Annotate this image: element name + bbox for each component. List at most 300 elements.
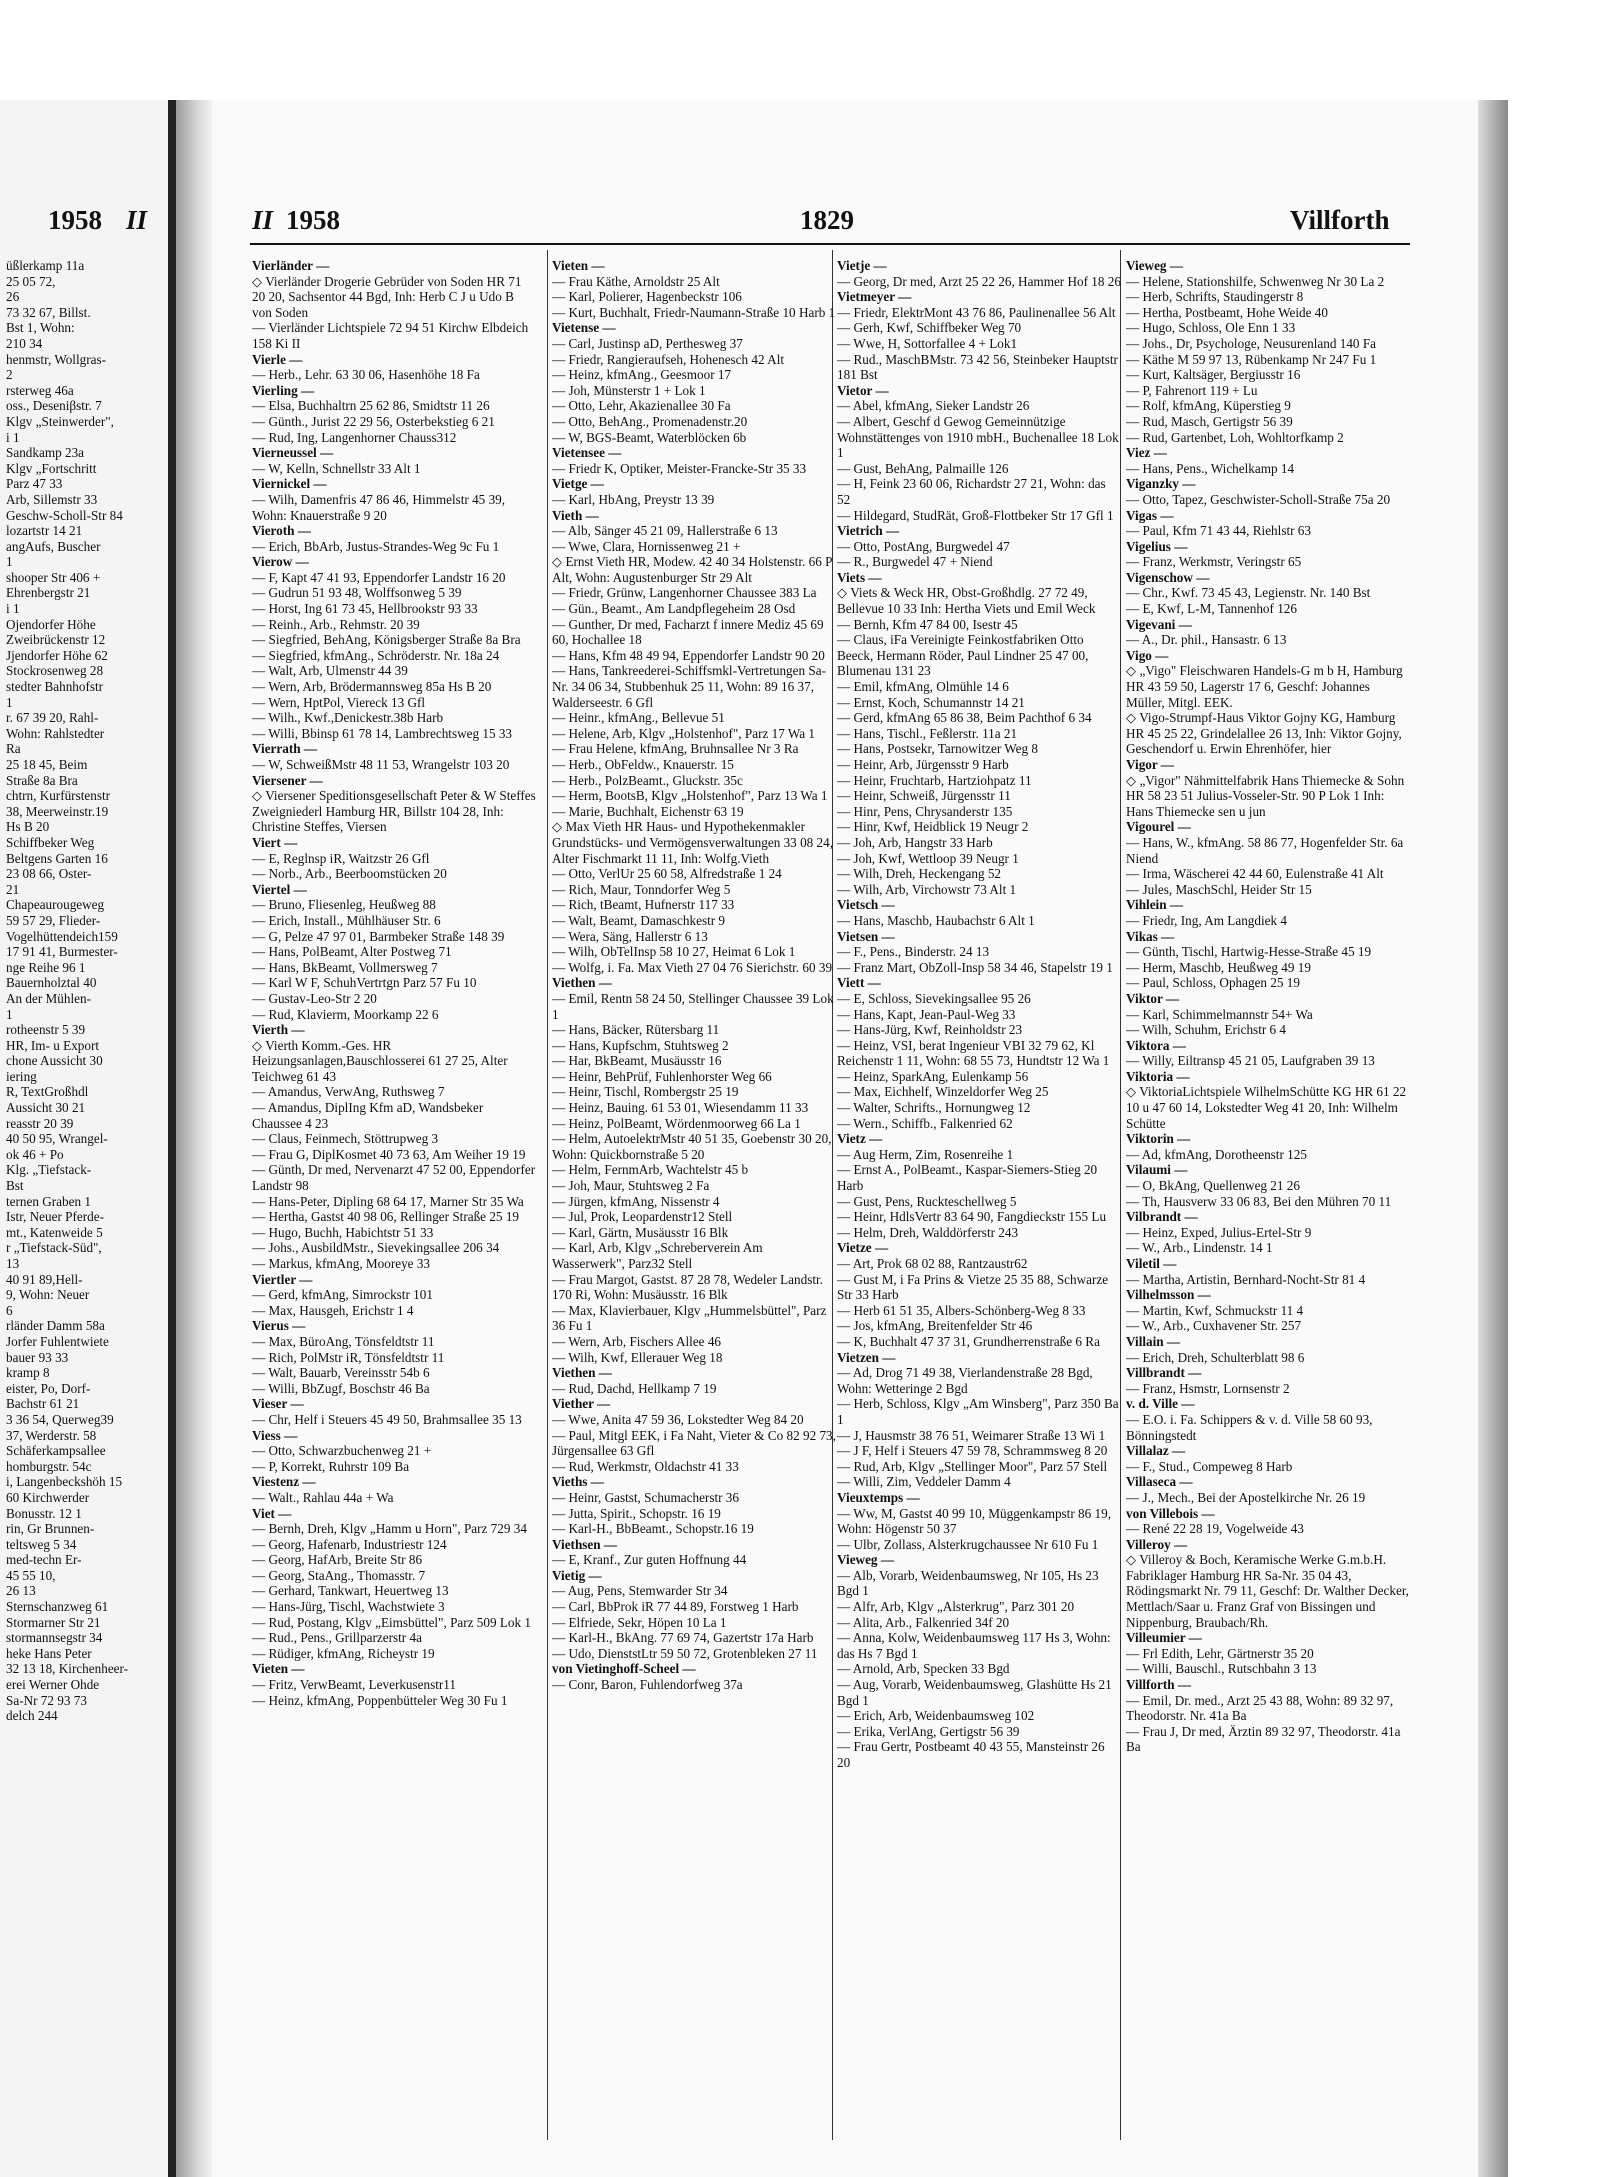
directory-entry: Vierling — xyxy=(252,382,315,398)
directory-entry: — Bernh, Dreh, Klgv „Hamm u Horn", Parz 729 34 xyxy=(252,1521,527,1537)
directory-entry: — Udo, DienststLtr 59 50 72, Grotenbleken 27 11 xyxy=(552,1645,818,1661)
directory-entry: Vieths — xyxy=(552,1474,604,1490)
directory-entry: von Villebois — xyxy=(1126,1505,1215,1521)
directory-entry: — Markus, kfmAng, Mooreye 33 xyxy=(252,1256,431,1271)
directory-entry: bauer 93 33 xyxy=(6,1349,69,1365)
directory-entry: — Ernst A., PolBeamt., Kaspar-Siemers-Stieg 20 Harb xyxy=(837,1162,1098,1194)
directory-entry: — Willi, Bbinsp 61 78 14, Lambrechtsweg 15 33 xyxy=(252,725,513,741)
directory-entry: — Siegfried, BehAng, Königsberger Straße 8a Bra xyxy=(252,632,521,648)
directory-entry: 40 91 89,Hell- xyxy=(6,1271,83,1287)
left-page-column xyxy=(6,258,166,2138)
directory-entry: Wohn: Rahlstedter xyxy=(6,725,105,741)
directory-entry: — Heinr, Tischl, Rombergstr 25 19 xyxy=(552,1084,739,1100)
directory-entry: — Aug, Pens, Stemwarder Str 34 xyxy=(552,1583,728,1599)
directory-entry: — Jos, kfmAng, Breitenfelder Str 46 xyxy=(837,1318,1033,1334)
directory-entry: — Ad, kfmAng, Dorotheenstr 125 xyxy=(1126,1146,1307,1162)
directory-entry: — Hugo, Schloss, Ole Enn 1 33 xyxy=(1126,320,1296,336)
directory-entry: heke Hans Peter xyxy=(6,1645,92,1661)
directory-entry: — Hans, Kfm 48 49 94, Eppendorfer Landstr 90 20 xyxy=(552,647,825,663)
directory-column-2 xyxy=(552,258,836,2138)
directory-entry: — Max, Hausgeh, Erichstr 1 4 xyxy=(252,1302,414,1318)
directory-entry: — Erika, VerlAng, Gertigstr 56 39 xyxy=(837,1723,1020,1739)
directory-entry: — Rud, Arb, Klgv „Stellinger Moor", Parz 57 Stell xyxy=(837,1458,1108,1474)
directory-entry: erei Werner Ohde xyxy=(6,1677,100,1693)
directory-entry: Sa-Nr 72 93 73 xyxy=(6,1692,87,1708)
directory-entry: — Carl, BbProk iR 77 44 89, Forstweg 1 Harb xyxy=(552,1599,799,1615)
header-rule xyxy=(250,243,1410,245)
directory-entry: — Claus, Feinmech, Stöttrupweg 3 xyxy=(252,1131,439,1147)
directory-entry: — Hinr, Kwf, Heidblick 19 Neugr 2 xyxy=(837,819,1029,835)
directory-entry: lozartstr 14 21 xyxy=(6,523,83,539)
directory-entry: — Jürgen, kfmAng, Nissenstr 4 xyxy=(552,1193,720,1209)
directory-entry: — Wera, Säng, Hallerstr 6 13 xyxy=(552,928,708,944)
directory-entry: An der Mühlen- xyxy=(6,990,91,1006)
directory-entry: Parz 47 33 xyxy=(6,476,63,492)
directory-entry: Ehrenbergstr 21 xyxy=(6,585,91,601)
directory-entry: henmstr, Wollgras- xyxy=(6,351,106,367)
directory-entry: — Ernst, Koch, Schumannstr 14 21 xyxy=(837,694,1025,710)
directory-entry: — G, Pelze 47 97 01, Barmbeker Straße 148 39 xyxy=(252,928,505,944)
directory-entry: — K, Buchhalt 47 37 31, Grundherrenstraße 6 Ra xyxy=(837,1333,1100,1349)
directory-entry: Viestenz — xyxy=(252,1474,316,1490)
directory-entry: — Friedr, Ing, Am Langdiek 4 xyxy=(1126,912,1287,928)
directory-entry: Vietmeyer — xyxy=(837,289,912,305)
directory-entry: — Joh, Maur, Stuhtsweg 2 Fa xyxy=(552,1178,710,1194)
directory-entry: — Emil, Rentn 58 24 50, Stellinger Chaussee 39 Lok 1 xyxy=(552,990,834,1022)
directory-entry: — Wern, HptPol, Viereck 13 Gfl xyxy=(252,694,426,710)
page-year: 1958 xyxy=(286,205,340,235)
directory-entry: — Hinr, Pens, Chrysanderstr 135 xyxy=(837,803,1013,819)
directory-entry: Vieweg — xyxy=(837,1552,895,1568)
directory-entry: — Claus, iFa Vereinigte Feinkostfabriken Otto Beeck, Hermann Röder, Paul Lindner 25 47 00, Blumenau 131 23 xyxy=(837,632,1089,679)
directory-entry: — Karl-H., BkAng. 77 69 74, Gazertstr 17a Harb xyxy=(552,1630,814,1646)
directory-entry: Viess — xyxy=(252,1427,298,1443)
directory-entry: — R., Burgwedel 47 + Niend xyxy=(837,554,993,570)
directory-entry: von Vietinghoff-Scheel — xyxy=(552,1661,696,1677)
directory-entry: — F., Stud., Compeweg 8 Harb xyxy=(1126,1458,1293,1474)
directory-entry: — Amandus, VerwAng, Ruthsweg 7 xyxy=(252,1084,445,1100)
directory-entry: 32 13 18, Kirchenheer- xyxy=(6,1661,129,1677)
directory-entry: — Joh, Kwf, Wettloop 39 Neugr 1 xyxy=(837,850,1019,866)
directory-entry: Villforth — xyxy=(1126,1677,1192,1693)
directory-entry: — Wwe, Anita 47 59 36, Lokstedter Weg 84 20 xyxy=(552,1411,804,1427)
directory-entry: Klgv „Fortschritt xyxy=(6,460,97,476)
directory-entry: Bachstr 61 21 xyxy=(6,1396,80,1412)
directory-entry: Schäferkampsallee xyxy=(6,1443,106,1459)
directory-entry: Vierle — xyxy=(252,351,303,367)
directory-entry: — Aug, Vorarb, Weidenbaumsweg, Glashütte Hs 21 Bgd 1 xyxy=(837,1677,1112,1708)
directory-entry: oss., Deseniβstr. 7 xyxy=(6,398,102,414)
directory-entry: teltsweg 5 34 xyxy=(6,1536,77,1552)
directory-entry: Geschw-Scholl-Str 84 xyxy=(6,507,123,523)
directory-entry: — Hans, Pens., Wichelkamp 14 xyxy=(1126,460,1295,476)
directory-entry: Vietig — xyxy=(552,1567,602,1583)
directory-entry: — Rud, Postang, Klgv „Eimsbüttel", Parz 509 Lok 1 xyxy=(252,1614,532,1630)
directory-entry: ◇ Vierländer Drogerie Gebrüder von Soden HR 71 20 20, Sachsentor 44 Bgd, Inh: Herb C J u Udo B von Soden xyxy=(252,273,522,320)
directory-entry: ◇ Viersener Speditionsgesellschaft Peter & W Steffes Zweigniederl Hamburg HR, Billstr 104 28, Inh: Christine Steffes, Viersen xyxy=(252,788,536,835)
directory-entry: — Heinz, VSI, berat Ingenieur VBI 32 79 62, Kl Reichenstr 1 11, Wohn: 68 55 73, Hundtstr 12 Wa 1 xyxy=(837,1037,1110,1069)
directory-entry: — Herb., ObFeldw., Knauerstr. 15 xyxy=(552,757,734,772)
directory-entry: 1 xyxy=(6,554,13,570)
directory-entry: Ra xyxy=(6,741,21,757)
directory-entry: — Th, Hausverw 33 06 83, Bei den Mühren 70 11 xyxy=(1126,1193,1392,1209)
directory-entry: 1 xyxy=(6,694,13,710)
directory-entry: Vigevani — xyxy=(1126,616,1192,632)
directory-entry: — H, Feink 23 60 06, Richardstr 27 21, Wohn: das 52 xyxy=(837,476,1106,507)
directory-entry: — Heinr, Schweiß, Jürgensstr 11 xyxy=(837,788,1011,804)
directory-entry: — Gust, BehAng, Palmaille 126 xyxy=(837,460,1009,476)
directory-entry: — Karl, Arb, Klgv „Schreberverein Am Wasserwerk", Parz32 Stell xyxy=(552,1240,763,1271)
directory-entry: — Hans, Bäcker, Rütersbarg 11 xyxy=(552,1022,720,1038)
directory-entry: — Art, Prok 68 02 88, Rantzaustr62 xyxy=(837,1256,1028,1271)
directory-entry: Vietge — xyxy=(552,476,604,492)
directory-entry: ◇ „Vigo" Fleischwaren Handels-G m b H, Hamburg HR 43 59 50, Lagerstr 17 6, Geschf: Johannes Müller, Mitgl. EEK. xyxy=(1126,663,1403,710)
directory-entry: angAufs, Buscher xyxy=(6,538,101,554)
directory-entry: Vigourel — xyxy=(1126,819,1191,835)
directory-entry: 45 55 10, xyxy=(6,1567,56,1583)
directory-entry: — Heinr, Fruchtarb, Hartziohpatz 11 xyxy=(837,772,1032,788)
directory-entry: — J., Mech., Bei der Apostelkirche Nr. 26 19 xyxy=(1126,1489,1366,1505)
directory-entry: Vieten — xyxy=(552,258,605,273)
directory-entry: — Hertha, Gastst 40 98 06, Rellinger Straße 25 19 xyxy=(252,1209,520,1225)
directory-entry: — Max, BüroAng, Tönsfeldtstr 11 xyxy=(252,1333,435,1349)
directory-entry: — Herb 61 51 35, Albers-Schönberg-Weg 8 33 xyxy=(837,1302,1086,1318)
directory-entry: 25 18 45, Beim xyxy=(6,757,88,772)
directory-entry: — Heinr, HdlsVertr 83 64 90, Fangdieckstr 155 Lu xyxy=(837,1209,1107,1225)
directory-entry: — Frau Gertr, Postbeamt 40 43 55, Mansteinstr 26 20 xyxy=(837,1739,1105,1770)
directory-entry: — Karl, Gärtn, Musäusstr 16 Blk xyxy=(552,1224,729,1240)
directory-entry: Viernickel — xyxy=(252,476,327,492)
directory-entry: Vieroth — xyxy=(252,523,311,539)
directory-entry: — Walter, Schrifts., Hornungweg 12 xyxy=(837,1100,1031,1116)
directory-entry: 59 57 29, Flieder- xyxy=(6,912,101,928)
directory-entry: — Rich, Maur, Tonndorfer Weg 5 xyxy=(552,881,731,897)
directory-entry: — P, Fahrenort 119 + Lu xyxy=(1126,382,1258,398)
directory-entry: ternen Graben 1 xyxy=(6,1193,91,1209)
directory-entry: — A., Dr. phil., Hansastr. 6 13 xyxy=(1126,632,1287,648)
directory-entry: — Rich, tBeamt, Hufnerstr 117 33 xyxy=(552,897,735,913)
directory-entry: — Wilh, ObTelInsp 58 10 27, Heimat 6 Lok 1 xyxy=(552,944,796,960)
directory-entry: — Irma, Wäscherei 42 44 60, Eulenstraße 41 Alt xyxy=(1126,866,1384,882)
directory-entry: Vierrath — xyxy=(252,741,318,757)
directory-entry: — Emil, kfmAng, Olmühle 14 6 xyxy=(837,679,1009,695)
directory-entry: 2 xyxy=(6,367,13,383)
directory-entry: i 1 xyxy=(6,601,20,617)
directory-entry: — Aug Herm, Zim, Rosenreihe 1 xyxy=(837,1146,1014,1162)
directory-entry: ◇ „Vigor" Nähmittelfabrik Hans Thiemecke & Sohn HR 58 23 51 Julius-Vosseler-Str. 90 P Lok 1 Inh: Hans Thiemecke sen u jun xyxy=(1126,772,1405,819)
directory-entry: — Chr, Helf i Steuers 45 49 50, Brahmsallee 35 13 xyxy=(252,1411,522,1427)
directory-entry: — Wilh, Damenfris 47 86 46, Himmelstr 45 39, Wohn: Knauerstraße 9 20 xyxy=(252,491,506,523)
directory-entry: — Otto, Lehr, Akazienallee 30 Fa xyxy=(552,398,731,414)
directory-entry: — Heinz, kfmAng, Poppenbütteler Weg 30 Fu 1 xyxy=(252,1692,508,1708)
directory-entry: — Wwe, H, Sottorfallee 4 + Lok1 xyxy=(837,335,1018,351)
directory-entry: — Georg, StaAng., Thomasstr. 7 xyxy=(252,1567,426,1583)
directory-entry: HR, Im- u Export xyxy=(6,1037,100,1053)
directory-entry: ◇ Ernst Vieth HR, Modew. 42 40 34 Holstenstr. 66 P Alt, Wohn: Augustenburger Str 29 Alt xyxy=(552,554,832,585)
directory-entry: Vieweg — xyxy=(1126,258,1184,273)
directory-entry: — Elfriede, Sekr, Höpen 10 La 1 xyxy=(552,1614,727,1630)
gutter-shadow xyxy=(176,100,212,2177)
directory-entry: Viethsen — xyxy=(552,1536,618,1552)
directory-entry: — W, Kelln, Schnellstr 33 Alt 1 xyxy=(252,460,421,476)
directory-entry: Vietje — xyxy=(837,258,887,273)
directory-entry: Villeroy — xyxy=(1126,1536,1188,1552)
directory-entry: Vilbrandt — xyxy=(1126,1209,1198,1225)
directory-entry: Vierneussel — xyxy=(252,445,334,461)
directory-entry: rotheenstr 5 39 xyxy=(6,1022,86,1038)
directory-entry: — Wilh, Arb, Virchowstr 73 Alt 1 xyxy=(837,881,1017,897)
directory-entry: Vieuxtemps — xyxy=(837,1489,920,1505)
directory-entry: 26 xyxy=(6,289,20,305)
directory-entry: Klgv „Steinwerder", xyxy=(6,413,114,429)
directory-entry: 23 08 66, Oster- xyxy=(6,866,92,882)
directory-entry: — Helene, Arb, Klgv „Holstenhof", Parz 17 Wa 1 xyxy=(552,725,816,741)
directory-entry: Viez — xyxy=(1126,445,1167,461)
directory-entry: — Rud., Pens., Grillparzerstr 4a xyxy=(252,1630,422,1646)
page-roman-numeral: II xyxy=(252,205,274,235)
directory-entry: ◇ Vigo-Strumpf-Haus Viktor Gojny KG, Hamburg HR 45 25 22, Grindelallee 26 13, Inh: Viktor Gojny, Geschendorf u. Erwin Ehrenhöfer, hier xyxy=(1126,710,1402,757)
directory-entry: — Günth., Jurist 22 29 56, Osterbekstieg 6 21 xyxy=(252,413,495,429)
directory-entry: — Wilh, Kwf, Ellerauer Weg 18 xyxy=(552,1349,723,1365)
directory-entry: — Helm, Dreh, Walddörferstr 243 xyxy=(837,1224,1019,1240)
column-divider xyxy=(547,250,548,2140)
directory-entry: Villeumier — xyxy=(1126,1630,1202,1646)
directory-entry: Ojendorfer Höhe xyxy=(6,616,96,632)
left-page-year: 1958 xyxy=(48,205,102,235)
directory-entry: — Chr., Kwf. 73 45 43, Legienstr. Nr. 140 Bst xyxy=(1126,585,1371,601)
directory-entry: — Otto, BehAng., Promenadenstr.20 xyxy=(552,413,748,429)
directory-entry: — Frau Margot, Gastst. 87 28 78, Wedeler Landstr. 170 Ri, Wohn: Musäusstr. 16 Blk xyxy=(552,1271,823,1303)
directory-entry: — Hans-Jürg, Tischl, Wachstwiete 3 xyxy=(252,1599,445,1615)
directory-entry: Vilhelmsson — xyxy=(1126,1287,1211,1303)
directory-entry: — Willi, BbZugf, Boschstr 46 Ba xyxy=(252,1380,430,1396)
directory-entry: — W, SchweißMstr 48 11 53, Wrangelstr 103 20 xyxy=(252,757,510,772)
directory-entry: — Hans-Jürg, Kwf, Reinholdstr 23 xyxy=(837,1022,1023,1038)
directory-entry: Vietzen — xyxy=(837,1349,896,1365)
directory-entry: — Gudrun 51 93 48, Wolffsonweg 5 39 xyxy=(252,585,462,601)
directory-entry: — E, Kranf., Zur guten Hoffnung 44 xyxy=(552,1552,747,1568)
directory-entry: — Horst, Ing 61 73 45, Hellbrookstr 93 33 xyxy=(252,601,478,617)
directory-entry: Bauernholztal 40 xyxy=(6,975,97,991)
directory-entry: — Willi, Zim, Veddeler Damm 4 xyxy=(837,1474,1011,1490)
directory-entry: Stormarner Str 21 xyxy=(6,1614,101,1630)
directory-column-3 xyxy=(837,258,1121,2138)
directory-entry: — Har, BkBeamt, Musäusstr 16 xyxy=(552,1053,722,1069)
directory-entry: 21 xyxy=(6,881,20,897)
directory-entry: rsterweg 46a xyxy=(6,382,74,398)
directory-entry: Viert — xyxy=(252,834,298,850)
directory-entry: — O, BkAng, Quellenweg 21 26 xyxy=(1126,1178,1300,1194)
directory-entry: Vigelius — xyxy=(1126,538,1188,554)
directory-entry: — Johs., AusbildMstr., Sievekingsallee 206 34 xyxy=(252,1240,500,1256)
directory-entry: v. d. Ville — xyxy=(1126,1396,1195,1412)
directory-entry: — Rüdiger, kfmAng, Richeystr 19 xyxy=(252,1645,435,1661)
directory-entry: — Rud, Masch, Gertigstr 56 39 xyxy=(1126,413,1293,429)
directory-entry: üßlerkamp 11a xyxy=(6,258,85,273)
directory-entry: Vierländer — xyxy=(252,258,330,273)
directory-entry: — Paul, Mitgl EEK, i Fa Naht, Vieter & Co 82 92 73, Jürgensallee 63 Gfl xyxy=(552,1427,836,1459)
directory-entry: Vietensee — xyxy=(552,445,622,461)
directory-entry: 40 50 95, Wrangel- xyxy=(6,1131,108,1147)
directory-entry: — Alb, Vorarb, Weidenbaumsweg, Nr 105, Hs 23 Bgd 1 xyxy=(837,1567,1099,1599)
directory-entry: — Fritz, VerwBeamt, Leverkusenstr11 xyxy=(252,1677,456,1693)
directory-entry: — P, Korrekt, Ruhrstr 109 Ba xyxy=(252,1458,410,1474)
directory-entry: — Willi, Bauschl., Rutschbahn 3 13 xyxy=(1126,1661,1317,1677)
directory-entry: — Helm, FernmArb, Wachtelstr 45 b xyxy=(552,1162,749,1178)
directory-entry: — Rud, Werkmstr, Oldachstr 41 33 xyxy=(552,1458,739,1474)
directory-entry: Bonusstr. 12 1 xyxy=(6,1505,82,1521)
directory-entry: Vikas — xyxy=(1126,928,1175,944)
directory-entry: Straße 8a Bra xyxy=(6,772,78,788)
directory-entry: — Wolfg, i. Fa. Max Vieth 27 04 76 Sierichstr. 60 39 xyxy=(552,959,833,975)
directory-entry: — René 22 28 19, Vogelweide 43 xyxy=(1126,1521,1304,1537)
directory-entry: — Reinh., Arb., Rehmstr. 20 39 xyxy=(252,616,420,632)
directory-entry: mt., Katenweide 5 xyxy=(6,1224,103,1240)
directory-entry: — Hans, BkBeamt, Vollmersweg 7 xyxy=(252,959,438,975)
directory-entry: — Heinz, Exped, Julius-Ertel-Str 9 xyxy=(1126,1224,1312,1240)
directory-entry: — Hugo, Buchh, Habichtstr 51 33 xyxy=(252,1224,434,1240)
directory-entry: med-techn Er- xyxy=(6,1552,82,1568)
directory-entry: Viktoria — xyxy=(1126,1068,1190,1084)
directory-entry: eister, Po, Dorf- xyxy=(6,1380,91,1396)
directory-entry: — Heinz, SparkAng, Eulenkamp 56 xyxy=(837,1068,1029,1084)
directory-entry: R, TextGroßhdl xyxy=(6,1084,89,1100)
directory-entry: — Frau Helene, kfmAng, Bruhnsallee Nr 3 Ra xyxy=(552,741,799,757)
directory-entry: — Rud, Dachd, Hellkamp 7 19 xyxy=(552,1380,717,1396)
directory-entry: — Rolf, kfmAng, Küperstieg 9 xyxy=(1126,398,1291,414)
directory-entry: — Frau G, DiplKosmet 40 73 63, Am Weiher 19 19 xyxy=(252,1146,526,1162)
directory-entry: — E, Kwf, L-M, Tannenhof 126 xyxy=(1126,601,1297,617)
directory-entry: — Herm, Maschb, Heußweg 49 19 xyxy=(1126,959,1311,975)
directory-entry: — Norb., Arb., Beerboomstücken 20 xyxy=(252,866,447,882)
directory-entry: Vilaumi — xyxy=(1126,1162,1188,1178)
directory-entry: — Wern, Arb, Brödermannsweg 85a Hs B 20 xyxy=(252,679,492,695)
directory-entry: — Alita, Arb., Falkenried 34f 20 xyxy=(837,1614,1010,1630)
directory-entry: Vierus — xyxy=(252,1318,306,1334)
directory-entry: — Paul, Kfm 71 43 44, Riehlstr 63 xyxy=(1126,523,1311,539)
directory-entry: — W., Arb., Cuxhavener Str. 257 xyxy=(1126,1318,1302,1334)
directory-entry: — Siegfried, kfmAng., Schröderstr. Nr. 18a 24 xyxy=(252,647,500,663)
directory-entry: Viertel — xyxy=(252,881,307,897)
directory-entry: — Ad, Drog 71 49 38, Vierlandenstraße 28 Bgd, Wohn: Wetteringe 2 Bgd xyxy=(837,1365,1093,1396)
directory-entry: — Hans-Peter, Dipling 68 64 17, Marner Str 35 Wa xyxy=(252,1193,524,1209)
directory-entry: Vietor — xyxy=(837,382,889,398)
directory-entry: Vietsen — xyxy=(837,928,895,944)
directory-entry: — Otto, Tapez, Geschwister-Scholl-Straße 75a 20 xyxy=(1126,491,1391,507)
directory-entry: Istr, Neuer Pferde- xyxy=(6,1209,104,1225)
directory-entry: — Walt., Rahlau 44a + Wa xyxy=(252,1489,394,1505)
directory-entry: Sandkamp 23a xyxy=(6,445,85,461)
directory-entry: ◇ Vierth Komm.-Ges. HR Heizungsanlagen,Bauschlosserei 61 27 25, Alter Teichweg 61 43 xyxy=(252,1037,508,1084)
directory-entry: Chapeaurougeweg xyxy=(6,897,105,913)
directory-entry: stormannsegstr 34 xyxy=(6,1630,103,1646)
directory-entry: Zweibrückenstr 12 xyxy=(6,632,106,648)
directory-entry: — Helm, AutoelektrMstr 40 51 35, Goebenstr 30 20, Wohn: Quickbornstraße 5 20 xyxy=(552,1131,832,1162)
directory-entry: — Franz, Hsmstr, Lornsenstr 2 xyxy=(1126,1380,1290,1396)
directory-entry: 60 Kirchwerder xyxy=(6,1489,90,1505)
directory-entry: — Gerd, kfmAng 65 86 38, Beim Pachthof 6 34 xyxy=(837,710,1092,726)
directory-entry: 3 36 54, Querweg39 xyxy=(6,1411,114,1427)
directory-entry: Vierow — xyxy=(252,554,309,570)
directory-entry: Viletil — xyxy=(1126,1256,1177,1271)
directory-entry: — Ulbr, Zollass, Alsterkrugchaussee Nr 610 Fu 1 xyxy=(837,1536,1099,1552)
directory-entry: — Martin, Kwf, Schmuckstr 11 4 xyxy=(1126,1302,1304,1318)
directory-entry: — Herb., PolzBeamt., Gluckstr. 35c xyxy=(552,772,743,788)
directory-entry: — Georg, HafArb, Breite Str 86 xyxy=(252,1552,423,1568)
directory-entry: — Herb., Lehr. 63 30 06, Hasenhöhe 18 Fa xyxy=(252,367,480,383)
directory-entry: r. 67 39 20, Rahl- xyxy=(6,710,99,726)
directory-entry: — Alb, Sänger 45 21 09, Hallerstraße 6 13 xyxy=(552,523,778,539)
directory-entry: — Jutta, Spirit., Schopstr. 16 19 xyxy=(552,1505,721,1521)
directory-entry: — Wilh, Schuhm, Erichstr 6 4 xyxy=(1126,1022,1287,1038)
directory-entry: Beltgens Garten 16 xyxy=(6,850,108,866)
directory-entry: 26 13 xyxy=(6,1583,36,1599)
directory-entry: — E.O. i. Fa. Schippers & v. d. Ville 58 60 93, Bönningstedt xyxy=(1126,1411,1373,1443)
directory-entry: — Erich, Dreh, Schulterblatt 98 6 xyxy=(1126,1349,1305,1365)
directory-entry: Vietense — xyxy=(552,320,616,336)
directory-entry: — Walt, Arb, Ulmenstr 44 39 xyxy=(252,663,408,679)
directory-entry: i, Langenbeckshöh 15 xyxy=(6,1474,123,1490)
directory-entry: — Max, Eichhelf, Winzeldorfer Weg 25 xyxy=(837,1084,1049,1100)
directory-entry: — Amandus, DiplIng Kfm aD, Wandsbeker Chaussee 4 23 xyxy=(252,1100,484,1131)
directory-entry: i 1 xyxy=(6,429,20,445)
directory-entry: — Bruno, Fliesenleg, Heußweg 88 xyxy=(252,897,436,913)
directory-entry: — Hertha, Postbeamt, Hohe Weide 40 xyxy=(1126,304,1328,320)
directory-entry: Vigas — xyxy=(1126,507,1174,523)
directory-entry: — Abel, kfmAng, Sieker Landstr 26 xyxy=(837,398,1030,414)
directory-entry: — Vierländer Lichtspiele 72 94 51 Kirchw Elbdeich 158 Ki II xyxy=(252,320,529,351)
directory-entry: chone Aussicht 30 xyxy=(6,1053,103,1069)
directory-entry: Viets — xyxy=(837,569,882,585)
directory-entry: r „Tiefstack-Süd", xyxy=(6,1240,102,1256)
directory-entry: — Wilh, Dreh, Heckengang 52 xyxy=(837,866,1002,882)
directory-entry: — Günth, Tischl, Hartwig-Hesse-Straße 45 19 xyxy=(1126,944,1372,960)
directory-entry: — Frau J, Dr med, Ärztin 89 32 97, Theodorstr. 41a Ba xyxy=(1126,1723,1401,1755)
directory-entry: — Wern, Arb, Fischers Allee 46 xyxy=(552,1333,722,1349)
directory-entry: — Kurt, Kaltsäger, Bergiusstr 16 xyxy=(1126,367,1301,383)
directory-entry: — Heinr., kfmAng., Bellevue 51 xyxy=(552,710,725,726)
directory-entry: — Erich, Arb, Weidenbaumsweg 102 xyxy=(837,1708,1035,1724)
directory-entry: — Franz Mart, ObZoll-Insp 58 34 46, Stapelstr 19 1 xyxy=(837,959,1113,975)
directory-entry: — Marie, Buchhalt, Eichenstr 63 19 xyxy=(552,803,744,819)
directory-entry: Vigenschow — xyxy=(1126,569,1210,585)
directory-entry: — Max, Klavierbauer, Klgv „Hummelsbüttel", Parz 36 Fu 1 xyxy=(552,1302,827,1334)
directory-entry: — Hans, Kapt, Jean-Paul-Weg 33 xyxy=(837,1006,1016,1022)
directory-entry: 6 xyxy=(6,1302,13,1318)
directory-entry: — E, Schloss, Sievekingsallee 95 26 xyxy=(837,990,1031,1006)
directory-entry: 73 32 67, Billst. xyxy=(6,304,91,320)
directory-entry: Viktorin — xyxy=(1126,1131,1191,1147)
directory-entry: — Erich, BbArb, Justus-Strandes-Weg 9c Fu 1 xyxy=(252,538,500,554)
directory-entry: Viktor — xyxy=(1126,990,1180,1006)
directory-entry: Vigo — xyxy=(1126,647,1169,663)
directory-entry: — Gerhard, Tankwart, Heuertweg 13 xyxy=(252,1583,449,1599)
directory-entry: Viether — xyxy=(552,1396,611,1412)
directory-entry: — Johs., Dr, Psychologe, Neusurenland 140 Fa xyxy=(1126,335,1377,351)
directory-entry: 25 05 72, xyxy=(6,273,56,289)
directory-entry: Schiffbeker Weg xyxy=(6,834,95,850)
directory-entry: Vietrich — xyxy=(837,523,900,539)
directory-entry: — W, BGS-Beamt, Waterblöcken 6b xyxy=(552,429,747,445)
directory-entry: ◇ Max Vieth HR Haus- und Hypothekenmakler Grundstücks- und Vermögensverwaltungen 33 08 24, Alter Fischmarkt 11 11, Inh: Wolfg.Vieth xyxy=(552,819,834,866)
directory-entry: Vieser — xyxy=(252,1396,304,1412)
directory-entry: — Friedr, ElektrMont 43 76 86, Paulinenallee 56 Alt xyxy=(837,304,1116,320)
directory-entry: — Frl Edith, Lehr, Gärtnerstr 35 20 xyxy=(1126,1645,1314,1661)
directory-entry: ◇ Villeroy & Boch, Keramische Werke G.m.b.H. Fabriklager Hamburg HR Sa-Nr. 35 04 43, Rödingsmarkt Nr. 79 11, Geschf: Dr. Walther Decker, Mettlach/Saar u. Franz Graf von Bissingen und Nippenburg, Braubach/Rh. xyxy=(1126,1552,1409,1630)
book-spine-shadow xyxy=(168,100,176,2177)
directory-entry: 13 xyxy=(6,1256,20,1271)
directory-entry: Vieth — xyxy=(552,507,599,523)
